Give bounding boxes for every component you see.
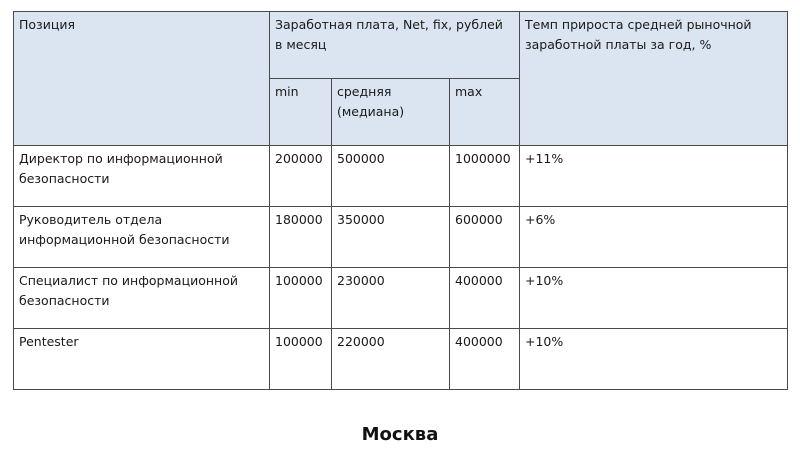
table-row: [14, 268, 788, 329]
header-median: средняя (медиана): [332, 79, 450, 146]
cell-growth: +11%: [520, 146, 788, 207]
cell-max: 400000: [450, 329, 520, 390]
cell-max: 600000: [450, 207, 520, 268]
cell-min: 100000: [270, 329, 332, 390]
city-caption: Москва: [361, 424, 439, 445]
cell-growth: +10%: [520, 329, 788, 390]
cell-max: 400000: [450, 268, 520, 329]
header-max: max: [450, 79, 520, 146]
cell-median: 500000: [332, 146, 450, 207]
cell-min: 100000: [270, 268, 332, 329]
cell-median: 350000: [332, 207, 450, 268]
cell-growth: +6%: [520, 207, 788, 268]
table-row: [14, 329, 788, 390]
cell-median: 220000: [332, 329, 450, 390]
header-min: min: [270, 79, 332, 146]
header-position: Позиция: [14, 12, 270, 146]
header-growth: Темп прироста средней рыночной заработной платы за год, %: [520, 12, 788, 146]
cell-min: 200000: [270, 146, 332, 207]
cell-max: 1000000: [450, 146, 520, 207]
table-row: [14, 146, 788, 207]
cell-position: Директор по информационной безопасности: [14, 146, 270, 207]
cell-position: Руководитель отдела информационной безопасности: [14, 207, 270, 268]
salary-table: [13, 11, 788, 390]
table-header-row: [14, 12, 788, 79]
cell-min: 180000: [270, 207, 332, 268]
cell-position: Pentester: [14, 329, 270, 390]
cell-growth: +10%: [520, 268, 788, 329]
header-salary-group: Заработная плата, Net, fix, рублей в месяц: [270, 12, 520, 79]
cell-position: Специалист по информационной безопасности: [14, 268, 270, 329]
cell-median: 230000: [332, 268, 450, 329]
table-row: [14, 207, 788, 268]
